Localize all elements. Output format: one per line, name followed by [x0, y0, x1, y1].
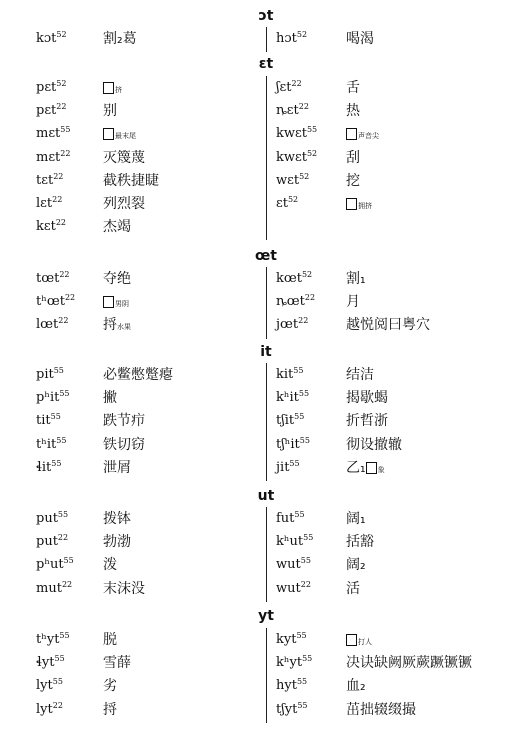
tone-number: 55 [60, 125, 71, 135]
tone-number: 55 [54, 654, 65, 664]
tone-number: 55 [63, 556, 74, 566]
tone-number: 55 [294, 412, 305, 422]
characters: 必鳖憋蹩瘪 [103, 367, 173, 383]
syllable: pɛt$^{22}$ [36, 102, 67, 119]
syllable: tɛt$^{22}$ [36, 171, 64, 188]
gloss-note: 水果 [117, 323, 131, 332]
column-divider [266, 76, 267, 240]
characters: 越悦阅曰粤穴 [346, 317, 430, 334]
syllable: fut$^{55}$ [276, 510, 305, 526]
syllable: ɬit$^{55}$ [36, 458, 62, 475]
tone-number: 22 [59, 270, 70, 279]
tone-number: 55 [297, 700, 308, 710]
rhyme-heading: it [260, 344, 272, 360]
tone-number: 55 [52, 677, 63, 687]
rhyme-heading: ut [257, 488, 275, 504]
syllable: tʃʰit$^{55}$ [276, 435, 310, 452]
characters: 结洁 [346, 367, 374, 383]
tone-number: 22 [56, 102, 67, 112]
characters: 脱 [103, 632, 117, 648]
syllable: tit$^{55}$ [36, 412, 61, 429]
characters: 撇 [103, 390, 117, 407]
syllable: pɛt$^{52}$ [36, 79, 67, 95]
gloss-note: 最末尾 [115, 132, 136, 141]
characters: 别 [103, 103, 117, 120]
column-divider [266, 267, 267, 339]
syllable: kɔt$^{52}$ [36, 30, 67, 46]
characters: 跌节疖 [103, 413, 145, 430]
syllable: pit$^{55}$ [36, 366, 64, 382]
syllable: wut$^{55}$ [276, 556, 311, 573]
tone-number: 52 [287, 194, 299, 204]
tone-number: 22 [52, 194, 63, 204]
characters [346, 196, 372, 214]
rhyme-heading: ɛt [258, 56, 274, 72]
characters: 决诀缺阙厥蕨蹶镢镢 [346, 655, 472, 672]
syllable: kʰyt$^{55}$ [276, 654, 313, 671]
tone-number: 55 [289, 458, 300, 468]
syllable: kʰit$^{55}$ [276, 389, 310, 406]
syllable: hɔt$^{52}$ [276, 30, 308, 46]
tone-number: 55 [53, 366, 64, 375]
tone-number: 22 [300, 579, 311, 589]
syllable: put$^{22}$ [36, 533, 69, 550]
characters: 铁切窃 [103, 436, 145, 453]
tone-number: 55 [50, 412, 61, 422]
characters: 喝渴 [346, 31, 374, 47]
column-divider [266, 27, 267, 52]
syllable: tʰœt$^{22}$ [36, 293, 76, 310]
tone-number: 22 [57, 533, 69, 543]
syllable: hyt$^{55}$ [276, 677, 308, 694]
gloss-note: 打人 [358, 638, 372, 646]
rhyme-heading: œt [254, 248, 277, 264]
syllable: kwɛt$^{55}$ [276, 125, 318, 142]
tone-number: 55 [57, 510, 69, 519]
tone-number: 55 [296, 631, 307, 640]
syllable: tœt$^{22}$ [36, 270, 70, 286]
syllable: tʃyt$^{55}$ [276, 700, 308, 717]
syllable: ɛt$^{52}$ [276, 194, 299, 211]
syllable: pʰit$^{55}$ [36, 389, 70, 406]
characters [103, 294, 129, 312]
characters: 乙₁ 象 [346, 459, 385, 476]
syllable: lɛt$^{22}$ [36, 194, 63, 211]
tone-number: 22 [61, 579, 73, 589]
tone-number: 55 [294, 510, 305, 519]
syllable: mɛt$^{22}$ [36, 148, 71, 165]
characters: 劣 [103, 678, 117, 695]
missing-character-box [103, 128, 114, 140]
tone-number: 55 [293, 366, 304, 375]
syllable: lyt$^{55}$ [36, 677, 63, 694]
tone-number: 52 [56, 30, 67, 39]
characters: 刮 [346, 149, 360, 166]
column-divider [266, 363, 267, 481]
characters: 勃渤 [103, 534, 131, 551]
tone-number: 52 [56, 79, 67, 88]
rhyme-heading: yt [258, 608, 274, 624]
tone-number: 22 [298, 102, 309, 112]
syllable: wut$^{22}$ [276, 579, 311, 596]
syllable: jit$^{55}$ [276, 458, 300, 475]
syllable: wɛt$^{52}$ [276, 171, 310, 188]
gloss-note: 声音尖 [358, 132, 379, 141]
missing-character-box [366, 462, 377, 474]
column-divider [266, 507, 267, 602]
syllable: tʰyt$^{55}$ [36, 631, 70, 647]
tone-number: 55 [59, 631, 70, 640]
tone-number: 55 [298, 389, 310, 399]
characters: 挖 [346, 172, 360, 189]
characters [346, 126, 379, 144]
characters [346, 632, 372, 650]
characters: 雪薛 [103, 655, 131, 672]
characters: 热 [346, 103, 360, 120]
tone-number: 22 [58, 316, 69, 326]
missing-character-box [346, 128, 357, 140]
syllable: ɬyt$^{55}$ [36, 654, 65, 671]
characters: 舌 [346, 80, 360, 96]
tone-number: 55 [299, 435, 310, 445]
characters [103, 80, 122, 98]
missing-character-box [103, 82, 114, 94]
tone-number: 55 [56, 435, 67, 445]
syllable: mɛt$^{55}$ [36, 125, 71, 142]
syllable: kɛt$^{22}$ [36, 218, 67, 235]
characters: 血₂ [346, 678, 366, 695]
tone-number: 22 [55, 218, 67, 228]
tone-number: 55 [302, 654, 313, 664]
gloss-note: 象 [377, 465, 385, 474]
characters: 阔₂ [346, 557, 366, 574]
syllable: jœt$^{22}$ [276, 316, 309, 333]
characters: 括豁 [346, 534, 374, 551]
rhyme-heading: ɔt [258, 8, 274, 24]
syllable: tʰit$^{55}$ [36, 435, 67, 452]
characters: 活 [346, 580, 360, 597]
syllable: ʃɛt$^{22}$ [276, 79, 302, 95]
tone-number: 22 [53, 171, 64, 181]
tone-number: 55 [59, 389, 70, 399]
tone-number: 55 [51, 458, 62, 468]
syllable: ȵɛt$^{22}$ [276, 102, 309, 119]
characters: 折哲浙 [346, 413, 388, 430]
tone-number: 22 [60, 148, 71, 158]
tone-number: 22 [304, 293, 316, 303]
characters: 泄屑 [103, 459, 131, 476]
syllable: kʰut$^{55}$ [276, 533, 314, 550]
tone-number: 52 [306, 148, 318, 158]
syllable: put$^{55}$ [36, 510, 69, 526]
syllable: ȵœt$^{22}$ [276, 293, 316, 310]
gloss-note: 拥挤 [358, 201, 372, 210]
characters: 灭篾蔑 [103, 149, 145, 166]
missing-character-box [346, 634, 357, 646]
characters: 月 [346, 294, 360, 311]
tone-number: 55 [306, 125, 318, 135]
characters: 末沫没 [103, 580, 145, 597]
tone-number: 55 [303, 533, 314, 543]
column-divider [266, 628, 267, 723]
characters: 揭歇蝎 [346, 390, 388, 407]
missing-character-box [346, 198, 357, 210]
tone-number: 52 [299, 171, 310, 181]
syllable: pʰut$^{55}$ [36, 556, 74, 573]
characters: 泼 [103, 557, 117, 574]
syllable: kœt$^{52}$ [276, 270, 313, 286]
characters: 截秩捷睫 [103, 172, 159, 189]
gloss-note: 男阴 [115, 300, 129, 309]
syllable: lœt$^{22}$ [36, 316, 69, 333]
missing-character-box [103, 296, 114, 308]
characters [103, 126, 136, 144]
tone-number: 52 [301, 270, 313, 279]
characters: 阔₁ [346, 511, 366, 527]
characters: 列烈裂 [103, 195, 145, 212]
tone-number: 22 [291, 79, 302, 88]
syllable: kwɛt$^{52}$ [276, 148, 318, 165]
tone-number: 22 [52, 700, 63, 710]
characters: 拨钵 [103, 511, 131, 527]
syllable: tʃit$^{55}$ [276, 412, 305, 429]
characters: 捋 [103, 701, 117, 718]
syllable: mut$^{22}$ [36, 579, 73, 596]
tone-number: 22 [64, 293, 76, 303]
tone-number: 22 [298, 316, 309, 326]
tone-number: 55 [300, 556, 311, 566]
gloss-note: 挤 [115, 86, 122, 94]
syllable: kyt$^{55}$ [276, 631, 307, 647]
characters: 捋水果 [103, 317, 131, 334]
characters: 茁拙辍缀撮 [346, 701, 416, 718]
characters: 割₁ [346, 271, 366, 287]
characters: 杰竭 [103, 219, 131, 236]
syllable: kit$^{55}$ [276, 366, 304, 382]
syllable: lyt$^{22}$ [36, 700, 63, 717]
tone-number: 55 [296, 677, 308, 687]
tone-number: 52 [296, 30, 308, 39]
characters: 夺绝 [103, 271, 131, 287]
characters: 割₂葛 [103, 31, 137, 47]
characters: 彻设撤辙 [346, 436, 402, 453]
